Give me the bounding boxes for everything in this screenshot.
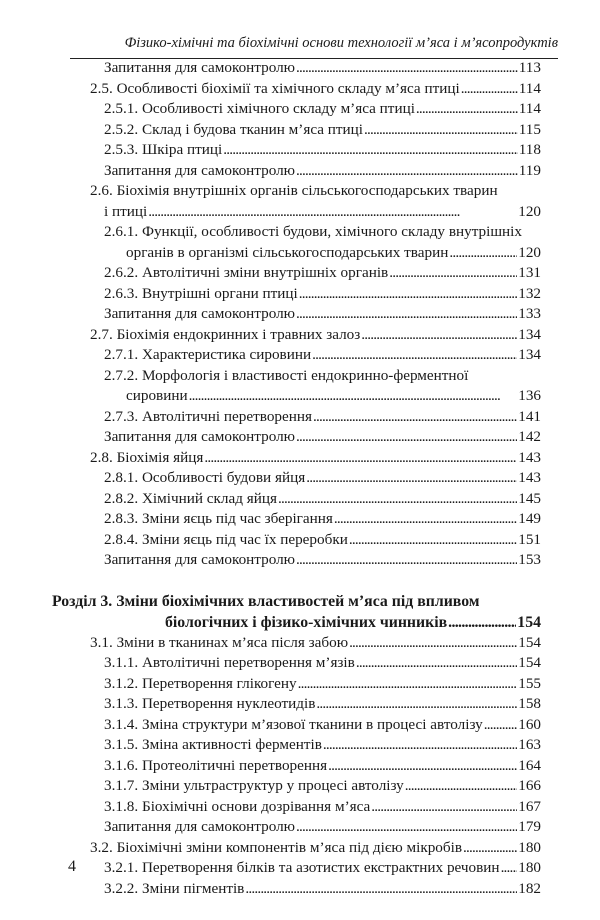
dot-leader: [448, 612, 516, 633]
chapter-page-number: 154: [517, 613, 541, 631]
chapter-heading[interactable]: [0, 591, 600, 633]
toc-entry[interactable]: [0, 345, 600, 366]
toc-entry-title: 2.6.2. Автолітичні зміни внутрішніх органів: [104, 264, 389, 281]
toc-entry[interactable]: [0, 776, 600, 797]
toc-entry-title: 2.7.2. Морфологія і властивості ендокринно-ферментної: [104, 366, 469, 384]
toc-entry[interactable]: [0, 366, 600, 407]
section-gap: [0, 571, 600, 591]
toc-page-number: 163: [518, 736, 541, 753]
toc-page-number: 154: [518, 633, 541, 651]
toc-entry-title: 2.5.2. Склад і будова тканин м’яса птиці: [104, 120, 364, 138]
toc-entry[interactable]: [0, 448, 600, 469]
toc-page-number: 120: [518, 243, 541, 261]
toc-entry-title: Запитання для самоконтролю: [104, 818, 296, 835]
toc-entry-title: Запитання для самоконтролю: [104, 551, 296, 568]
toc-entry-title: 3.1.4. Зміна структури м’язової тканини в процесі автолізу: [104, 715, 483, 733]
toc-entry[interactable]: [0, 674, 600, 695]
toc-entry[interactable]: [0, 161, 600, 182]
dot-leader: [349, 530, 517, 551]
toc-entry-title: 3.2.2. Зміни пігментів: [104, 879, 245, 897]
toc-entry-title: 3.2. Біохімічні зміни компонентів м’яса під дією мікробів: [90, 838, 463, 856]
toc-entry-title: 2.8.1. Особливості будови яйця: [104, 469, 306, 486]
toc-entry-title: 3.1.2. Перетворення глікогену: [104, 674, 297, 692]
toc-page-number: 118: [518, 141, 541, 158]
toc-entry[interactable]: [0, 550, 600, 571]
toc-entry[interactable]: [0, 140, 600, 161]
toc-entry[interactable]: [0, 489, 600, 510]
toc-page-number: 133: [518, 305, 541, 322]
toc-entry-title: 2.6.1. Функції, особливості будови, хімічного складу внутрішніх: [104, 223, 522, 240]
dot-leader: [296, 304, 517, 325]
toc-entry-title: 3.1.6. Протеолітичні перетворення: [104, 756, 328, 774]
running-header-title: Фізико-хімічні та біохімічні основи технології м’яса і м’ясопродуктів: [124, 35, 558, 51]
dot-leader: [389, 263, 517, 284]
toc-entry[interactable]: [0, 181, 600, 222]
dot-leader: [364, 120, 518, 141]
dot-leader: [299, 284, 517, 305]
dot-leader: [245, 879, 517, 900]
toc-entry-title: 2.8.2. Хімічний склад яйця: [104, 489, 277, 507]
toc-page-number: 154: [518, 654, 541, 671]
toc-entry[interactable]: [0, 858, 600, 879]
toc-entry-title: 3.2.1. Перетворення білків та азотистих екстрактних речовин: [104, 859, 500, 876]
dot-leader: [405, 776, 517, 797]
toc-entry-title: 3.1.8. Біохімічні основи дозрівання м’яса: [104, 797, 371, 815]
dot-leader: [316, 694, 517, 715]
toc-page-number: 134: [518, 325, 541, 343]
toc-page-number: 143: [518, 448, 541, 466]
toc-page-number: 145: [518, 489, 541, 507]
toc-entry[interactable]: [0, 222, 600, 263]
page-number: 4: [68, 858, 76, 875]
toc-entry-title: 2.8. Біохімія яйця: [90, 448, 204, 466]
toc-entry[interactable]: [0, 530, 600, 551]
toc-page-number: 114: [518, 79, 541, 97]
toc-page-number: 167: [518, 797, 541, 815]
toc-entry-title: 3.1.5. Зміна активності ферментів: [104, 736, 322, 753]
dot-leader: [296, 550, 517, 571]
dot-leader: [416, 99, 518, 120]
dot-leader: [463, 838, 517, 859]
dot-leader: [189, 386, 518, 407]
toc-entry[interactable]: [0, 99, 600, 120]
toc-entry[interactable]: [0, 120, 600, 141]
dot-leader: [323, 735, 517, 756]
toc-entry[interactable]: [0, 694, 600, 715]
toc-page-number: 114: [518, 100, 541, 117]
toc-entry-title: 3.1.7. Зміни ультраструктур у процесі автолізу: [104, 777, 404, 794]
toc-page-number: 131: [518, 264, 541, 281]
toc-entry[interactable]: [0, 509, 600, 530]
dot-leader: [361, 325, 517, 346]
toc-page-number: 119: [518, 161, 541, 179]
toc-entry-title: і птиці: [104, 202, 148, 220]
dot-leader: [298, 674, 518, 695]
toc-entry[interactable]: [0, 633, 600, 654]
dot-leader: [223, 140, 518, 161]
toc-page-number: 180: [518, 859, 541, 876]
toc-entry[interactable]: [0, 407, 600, 428]
toc-page-number: 155: [518, 674, 541, 692]
toc-page-number: 166: [518, 777, 541, 794]
dot-leader: [356, 653, 517, 674]
dot-leader: [278, 489, 517, 510]
toc-page-number: 120: [518, 202, 541, 220]
toc-entry-title: Запитання для самоконтролю: [104, 161, 296, 179]
dot-leader: [148, 202, 517, 223]
toc-entry[interactable]: [0, 79, 600, 100]
dot-leader: [449, 243, 517, 264]
dot-leader: [296, 817, 517, 838]
toc-entry[interactable]: [0, 427, 600, 448]
toc-page-number: 132: [518, 284, 541, 302]
toc-entry-title: 3.1.1. Автолітичні перетворення м’язів: [104, 654, 355, 671]
toc-entry[interactable]: [0, 756, 600, 777]
toc-entry[interactable]: [0, 735, 600, 756]
toc-page-number: 141: [518, 407, 541, 425]
toc-entry[interactable]: [0, 879, 600, 900]
toc-entry[interactable]: [0, 58, 600, 79]
toc-page-number: 164: [518, 756, 541, 774]
toc-entry[interactable]: [0, 797, 600, 818]
running-header: [70, 34, 558, 59]
toc-page-number: 153: [518, 551, 541, 568]
toc-entry[interactable]: [0, 838, 600, 859]
toc-entry-title: 2.5.1. Особливості хімічного складу м’яса птиці: [104, 100, 415, 117]
dot-leader: [501, 858, 518, 879]
dot-leader: [484, 715, 517, 736]
toc-entry[interactable]: [0, 715, 600, 736]
toc-page-number: 115: [518, 120, 541, 138]
toc-entry[interactable]: [0, 817, 600, 838]
toc-entry[interactable]: [0, 653, 600, 674]
chapter-title-line2: біологічних і фізико-хімічних чинників: [165, 613, 448, 631]
dot-leader: [306, 468, 517, 489]
toc-page-number: 151: [518, 530, 541, 548]
toc-entry-title: 2.7. Біохімія ендокринних і травних залоз: [90, 325, 361, 343]
toc-entry-title: 2.7.1. Характеристика сировини: [104, 346, 312, 363]
toc-entry-title: 2.8.3. Зміни яєць під час зберігання: [104, 510, 333, 527]
dot-leader: [371, 797, 517, 818]
toc-entry-title: 2.7.3. Автолітичні перетворення: [104, 407, 312, 425]
toc-entry-title: 2.5. Особливості біохімії та хімічного складу м’яса птиці: [90, 79, 460, 97]
dot-leader: [296, 58, 518, 79]
toc-page-number: 136: [518, 387, 541, 404]
toc-page-number: 160: [518, 715, 541, 733]
dot-leader: [349, 633, 517, 654]
toc-entry-title: сировини: [126, 387, 188, 404]
toc-page-number: 142: [518, 428, 541, 445]
dot-leader: [461, 79, 518, 100]
dot-leader: [312, 345, 517, 366]
toc-page-number: 182: [518, 879, 541, 897]
toc-page-number: 134: [518, 346, 541, 363]
toc-page-number: 158: [518, 695, 541, 712]
toc-entry[interactable]: [0, 284, 600, 305]
toc-entry-title: Запитання для самоконтролю: [104, 428, 296, 445]
dot-leader: [328, 756, 517, 777]
toc-entry-title: 2.8.4. Зміни яєць під час їх переробки: [104, 530, 348, 548]
dot-leader: [296, 427, 517, 448]
toc-entry-title: 2.6.3. Внутрішні органи птиці: [104, 284, 298, 302]
toc-entry[interactable]: [0, 263, 600, 284]
toc-entry-title: Запитання для самоконтролю: [104, 59, 296, 76]
chapter-title-line1: Розділ 3. Зміни біохімічних властивостей м’яса під впливом: [52, 592, 480, 610]
toc-entry-title: 3.1. Зміни в тканинах м’яса після забою: [90, 633, 349, 651]
dot-leader: [204, 448, 517, 469]
toc-entry-title: Запитання для самоконтролю: [104, 305, 296, 322]
dot-leader: [313, 407, 517, 428]
toc-page-number: 149: [518, 510, 541, 527]
table-of-contents: [0, 58, 600, 899]
toc-page-number: 143: [518, 469, 541, 486]
toc-entry[interactable]: [0, 325, 600, 346]
dot-leader: [334, 509, 517, 530]
toc-entry[interactable]: [0, 304, 600, 325]
toc-entry-title: 3.1.3. Перетворення нуклеотидів: [104, 695, 316, 712]
toc-page-number: 180: [518, 838, 541, 856]
toc-entry-title: 2.6. Біохімія внутрішніх органів сільськогосподарських тварин: [90, 182, 498, 199]
toc-entry-title: 2.5.3. Шкіра птиці: [104, 141, 223, 158]
toc-page-number: 179: [518, 818, 541, 835]
toc-page-number: 113: [518, 59, 541, 76]
dot-leader: [296, 161, 518, 182]
toc-entry[interactable]: [0, 468, 600, 489]
toc-entry-title: органів в організмі сільськогосподарських тварин: [126, 243, 449, 261]
